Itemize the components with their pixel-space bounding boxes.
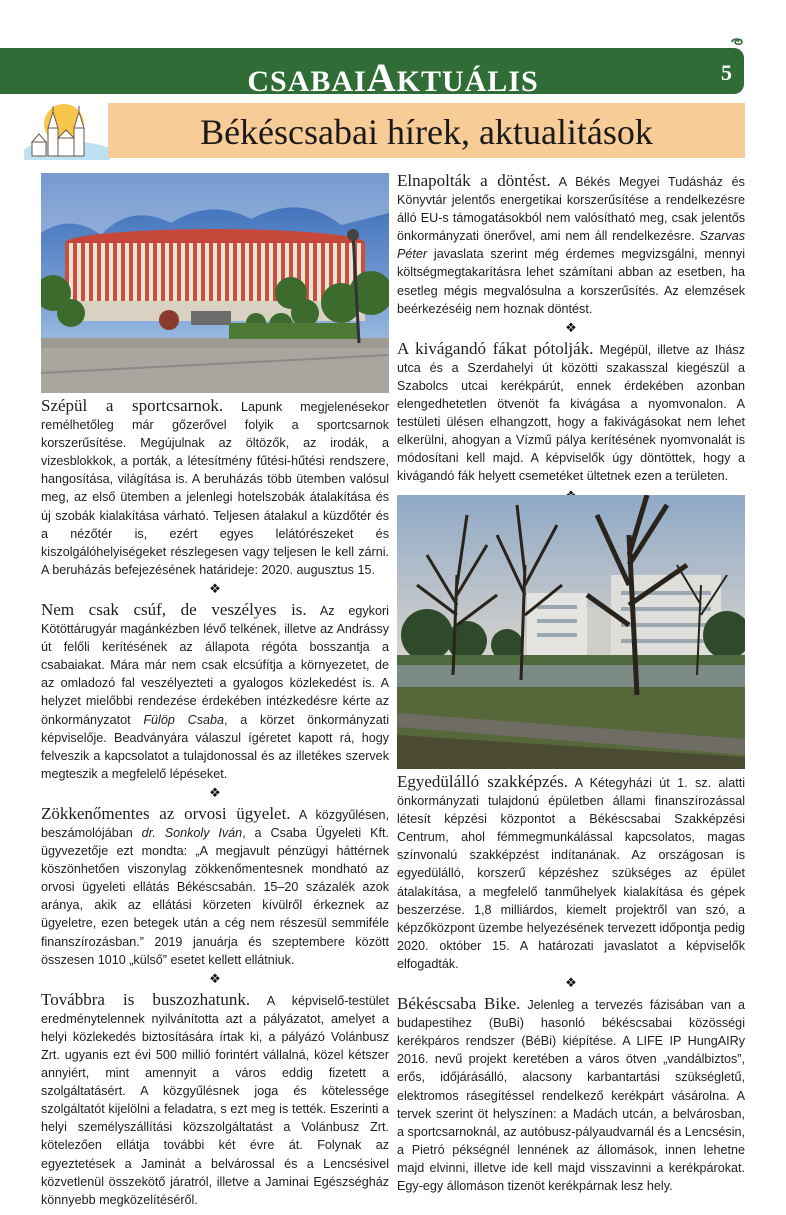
left-column [41, 397, 389, 1209]
article-heading: A kivágandó fákat pótolják. [397, 338, 594, 358]
article-heading: Elnapolták a döntést. [397, 171, 551, 190]
separator-ornament: ❖ [565, 975, 577, 991]
article-bike: Békéscsaba Bike. Jelenleg a tervezés fázisában van a budapestihez (BuBi) hasonló békéscsabai közösségi kerékpáros rendszer (BéBi) kiépítése. A LIFE IP HungAIRy 2016. nevű projekt keretében a város ötven „vandálbiztos”, erős, időjárásálló, alacsony karbantartási szükségletű, elektromos rásegítéssel rendelkező kerékpárt vásárolna. A tervek szerint öt helyszínen: a Madách utcán, a belvárosban, a sportcsarnoknál, az autóbusz-pályaudvarnál és a Lencsésin, a Pietró pékségnél lennének az állomások, innen lehetne majd elvinni, illetve ide kell majd visszavinni a kerékpárokat. Egy-egy állomáson tizenöt kerékpárnak lesz hely. [397, 994, 745, 1193]
article-kerites: Nem csak csúf, de veszélyes is. Az egykori Kötöttárugyár magánkézben lévő telkének, illetve az Andrássy út felőli kerítésének az állapota régóta bosszantja a csabaiakat. Mára már nem csak elcsúfítja a környezetet, de az omladozó fal veszélyezteti a gyalogos közlekedést is. A helyzet mielőbbi rendezése érdekében intézkedésre kérte az önkormányzatot Fülöp Csaba, a körzet önkormányzati képviselője. Beadványára válaszul ígéretet kapott rá, hogy felveszik a kapcsolatot a tulajdonossal és az illetékes szervek megteszik a megfelelő lépéseket. [41, 599, 389, 781]
swirl-ornament-icon [730, 36, 744, 48]
separator-ornament: ❖ [565, 319, 577, 335]
article-ugyelet: Zökkenőmentes az orvosi ügyelet. A közgyűlésen, beszámolójában dr. Sonkoly Iván, a Csaba Ügyeleti Kft. ügyvezetője ezt mondta: „A megjavult pénzügyi háttérnek köszönhetően viszonylag zökkenőmentesnek mondható az orvosi ügyeleti ellátás Békéscsabán. 15–20 százalék azok aránya, akik az ellátási körzeten kívülről érkeznek az ügyeletre, ezen betegek után a cég nem részesül semmiféle finanszírozásban.” 2019 januárja és szeptembere között összesen 1010 „külső” esetet kellett ellátniuk. [41, 803, 389, 967]
trees-building-photo [397, 495, 745, 769]
separator-ornament: ❖ [209, 784, 221, 800]
separator-ornament: ❖ [209, 580, 221, 596]
right-column-top [397, 172, 745, 508]
church-logo-icon [20, 98, 116, 168]
magazine-title: CSABAIAKTUÁLIS [247, 55, 539, 100]
separator-ornament: ❖ [209, 970, 221, 986]
page-number: 5 [721, 60, 732, 85]
article-heading: Nem csak csúf, de veszélyes is. [41, 599, 307, 619]
article-sportcsarnok: Szépül a sportcsarnok. Lapunk megjelenésekor remélhetőleg már gőzerővel folyik a sportcsarnok korszerűsítése. Megújulnak az öltözők, az irodák, a vizesblokkok, a porták, a létesítmény fűtési-hűtési rendszere, hangosítása, világítása is. A beruházás több ütemben valósul meg, az első ütemben a jelenlegi hotelszobák átalakítása és új szobák kialakítása várható. Teljesen átalakul a küzdőtér és a nézőtér is, ezért egyes lelátórészeket és kiszolgálóhelyiségeket részlegesen vagy teljesen le kell zárni. A beruházás befejezésének határideje: 2020. augusztus 15. [41, 396, 389, 577]
article-heading: Békéscsaba Bike. [397, 994, 521, 1014]
sports-hall-photo [41, 173, 389, 393]
section-title: Békéscsabai hírek, aktualitások [200, 112, 653, 152]
article-szakkepzes: Egyedülálló szakképzés. A Kétegyházi út 1. sz. alatti önkormányzati tulajdonú épületben állami finanszírozással létesít képzési központot a Békéscsabai Szakképzési Centrum, ahol fémmegmunkálással kapcsolatos, magas színvonalú szakképzést indítanának. Az országosan is egyedülálló, korszerű képzéshez szükséges az épület átalakítása, a megfelelő tanműhelyek kialakítása és gépek beszerzése. 1,8 milliárdos, kiemelt projektről van szó, a képzőközpont üzembe helyezésének tervezett időpontja pedig 2020. október 15. A határozati javaslatot a képviselők elfogadták. [397, 772, 746, 971]
article-busz: Továbbra is buszozhatunk. A képviselő-testület eredménytelennek nyilvánította azt a pályázatot, amelyet a helyi közlekedés biztosítására írtak ki, a pályázó Volánbusz Zrt. ugyanis ezt évi 500 millió forintért vállalná, közel kétszer annyiért, mint amennyit a város eddig fizetett a szolgáltatásért. A közgyűlésnek joga és kötelessége szolgáltatót kijelölni a feladatra, s ezt meg is tették. Eszerinti a helyi személyszállítási közszolgáltatást a Volánbusz Zrt. kötelezően ellátja további két évre át. Folynak az egyeztetések a Jaminát a belvárossal és a Lencsésivel közvetlenül összekötő járatról, illetve a Jaminai Egészségház könnyebb megközelítéséről. [41, 989, 390, 1207]
article-konyvtar: Elnapolták a döntést. A Békés Megyei Tudásház és Könyvtár jelentős energetikai korszerűsítése a rendelkezésre álló EU-s támogatásokból nem valósítható meg, csak jelentős önkormányzati önerővel, ami nem áll rendelkezésre. Szarvas Péter javaslata szerint még érdemes megvizsgálni, mennyi költségmegtakarításra lehet számítani abban az esetben, ha esetleg mégis megvalósulna a korszerűsítés. Az elemzések beérkezéséig nem hoznak döntést. [397, 171, 745, 316]
article-fak: A kivágandó fákat pótolják. Megépül, illetve az Ihász utca és a Szerdahelyi út közötti szakasszal kiegészül a Szabolcs utcai kerékpárút, ennek érdekében azonban elengedhetetlen ötvenöt fa kivágása a nyomvonalon. A testületi ülésen elhangzott, hogy a fakivágásokat nem lehet elkerülni, ahogyan a Vízmű pálya kerítésének nyomvonalát is módosítani kell majd. A képviselők úgy döntöttek, hogy a kivágandó fák helyett csemetéket ültetnek ezen a területen. [397, 338, 745, 484]
article-heading: Szépül a sportcsarnok. [41, 396, 224, 415]
article-heading: Egyedülálló szakképzés. [397, 772, 568, 791]
article-heading: Továbbra is buszozhatunk. [41, 989, 251, 1009]
right-column-bottom [397, 773, 745, 1195]
article-heading: Zökkenőmentes az orvosi ügyelet. [41, 803, 291, 823]
